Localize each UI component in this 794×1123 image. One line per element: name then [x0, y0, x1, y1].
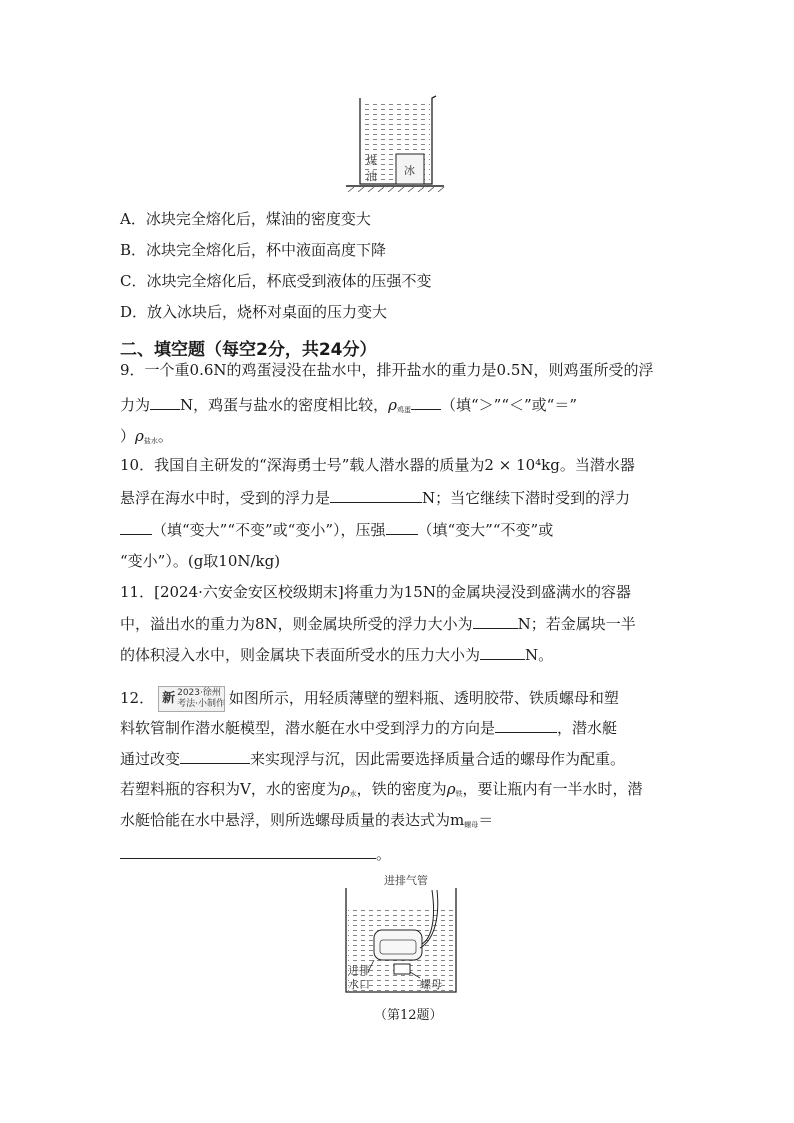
pipe-label: 进排气管 — [384, 874, 428, 887]
q9-line1: 9．一个重0.6N的鸡蛋浸没在盐水中，排开盐水的重力是0.5N，则鸡蛋所受的浮 — [120, 361, 654, 379]
ice-label: 冰 — [404, 164, 415, 177]
q10-line1: 10．我国自主研发的“深海勇士号”载人潜水器的质量为2 × 10⁴kg。当潜水器 — [120, 456, 635, 474]
q11-line2: 中，溢出水的重力为8N，则金属块所受的浮力大小为 N；若金属块一半 — [120, 615, 636, 633]
beaker-figure — [340, 92, 450, 202]
exam-source-badge: 新 2023·徐州 考法·小制作 — [158, 686, 225, 712]
kerosene-label-2: 油 — [366, 170, 377, 183]
q10-blank-2[interactable] — [120, 519, 152, 535]
option-c: C．冰块完全熔化后，杯底受到液体的压强不变 — [120, 272, 432, 290]
option-d: D．放入冰块后，烧杯对桌面的压力变大 — [120, 303, 388, 321]
q10-line2: 悬浮在海水中时，受到的浮力是 N；当它继续下潜时受到的浮力 — [120, 489, 631, 507]
q12-blank-1[interactable] — [495, 717, 557, 733]
q11-blank-2[interactable] — [480, 644, 525, 660]
figure-caption: （第12题） — [374, 1008, 443, 1023]
q9-line2: 力为 N，鸡蛋与盐水的密度相比较，$\rho_{鸡蛋}$ （填“＞”“＜”或“＝” — [120, 396, 577, 414]
q12-line5: 水艇恰能在水中悬浮，则所选螺母质量的表达式为$m_{螺母}=$ — [120, 811, 494, 829]
nut-label: 螺母 — [420, 978, 442, 991]
section-title: 二、填空题（每空2分，共24分） — [120, 340, 377, 360]
q10-blank-1[interactable] — [330, 487, 422, 503]
q12-line1: 12． 新 2023·徐州 考法·小制作 如图所示，用轻质薄壁的塑料瓶、透明胶带、铁质螺母和塑 — [120, 686, 619, 712]
q9-blank-2[interactable] — [411, 394, 441, 410]
q9-blank-1[interactable] — [150, 394, 180, 410]
q10-blank-3[interactable] — [386, 519, 418, 535]
q12-line2: 料软管制作潜水艇模型，潜水艇在水中受到浮力的方向是 ，潜水艇 — [120, 719, 618, 737]
q11-line1: 11．[2024·六安金安区校级期末]将重力为15N的金属块浸没到盛满水的容器 — [120, 583, 631, 601]
submarine-figure — [336, 868, 466, 998]
q11-blank-1[interactable] — [473, 613, 518, 629]
q10-line4: “变小”）。(g取10N/kg) — [120, 552, 281, 570]
q9-line3: ）$\rho_{盐水}$。 — [120, 427, 173, 445]
q12-blank-2[interactable] — [180, 748, 250, 764]
option-a: A．冰块完全熔化后，煤油的密度变大 — [120, 210, 371, 228]
q12-blank-3[interactable] — [120, 843, 376, 859]
q10-line3: （填“变大”“不变”或“变小”），压强 （填“变大”“不变”或 — [120, 519, 553, 540]
inlet-label-2: 水口 — [348, 978, 370, 991]
q12-line6: 。 — [120, 843, 391, 864]
q11-line3: 的体积浸入水中，则金属块下表面所受水的压力大小为 N。 — [120, 646, 554, 664]
inlet-label-1: 进排 — [348, 964, 370, 977]
q12-line3: 通过改变 来实现浮与沉，因此需要选择质量合适的螺母作为配重。 — [120, 750, 626, 768]
nut — [394, 964, 410, 974]
kerosene-label-1: 煤 — [366, 154, 377, 167]
plastic-bottle — [374, 930, 422, 960]
option-b: B．冰块完全熔化后，杯中液面高度下降 — [120, 241, 387, 259]
q12-line4: 若塑料瓶的容积为V，水的密度为$\rho_水$，铁的密度为$\rho_铁$，要让瓶内有一半水时，潜 — [120, 780, 643, 798]
